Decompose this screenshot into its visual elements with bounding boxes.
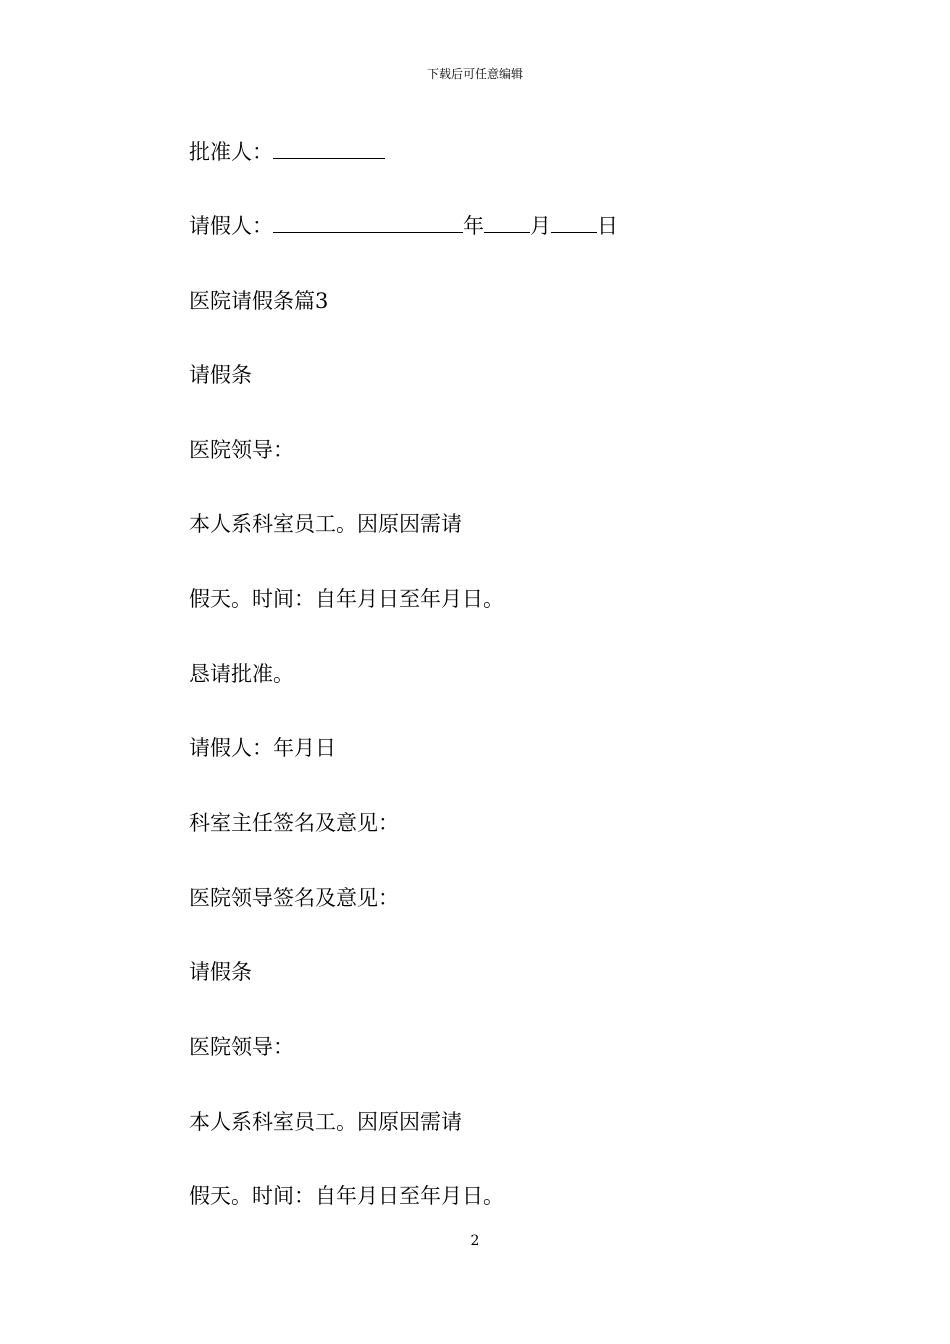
section-title: 医院请假条篇3 [189,289,329,313]
body-text: 本人系科室员工。因原因需请 [189,512,462,536]
body-text-2: 本人系科室员工。因原因需请 [189,1110,462,1134]
leave-note-title: 请假条 [189,363,252,387]
approver-blank[interactable] [273,138,385,159]
day-label: 日 [597,214,618,238]
dept-head-signature: 科室主任签名及意见： [189,811,399,835]
salutation-2: 医院领导： [189,1035,294,1059]
year-label: 年 [463,214,484,238]
month-blank[interactable] [484,212,530,233]
applicant-date: 请假人：年月日 [189,736,336,760]
hospital-leader-signature: 医院领导签名及意见： [189,886,399,910]
page-number: 2 [470,1233,480,1249]
body-text-time-2: 假天。时间：自年月日至年月日。 [189,1184,504,1208]
month-label: 月 [530,214,551,238]
salutation: 医院领导： [189,438,294,462]
approver-label: 批准人： [189,140,273,164]
applicant-label: 请假人： [189,214,273,238]
day-blank[interactable] [551,212,597,233]
approver-line [189,138,385,166]
applicant-blank[interactable] [273,212,463,233]
leave-note-title-2: 请假条 [189,960,252,984]
approval-request: 恳请批准。 [189,662,294,686]
page-header: 下载后可任意编辑 [426,67,523,81]
applicant-line [189,212,618,240]
body-text-time: 假天。时间：自年月日至年月日。 [189,587,504,611]
